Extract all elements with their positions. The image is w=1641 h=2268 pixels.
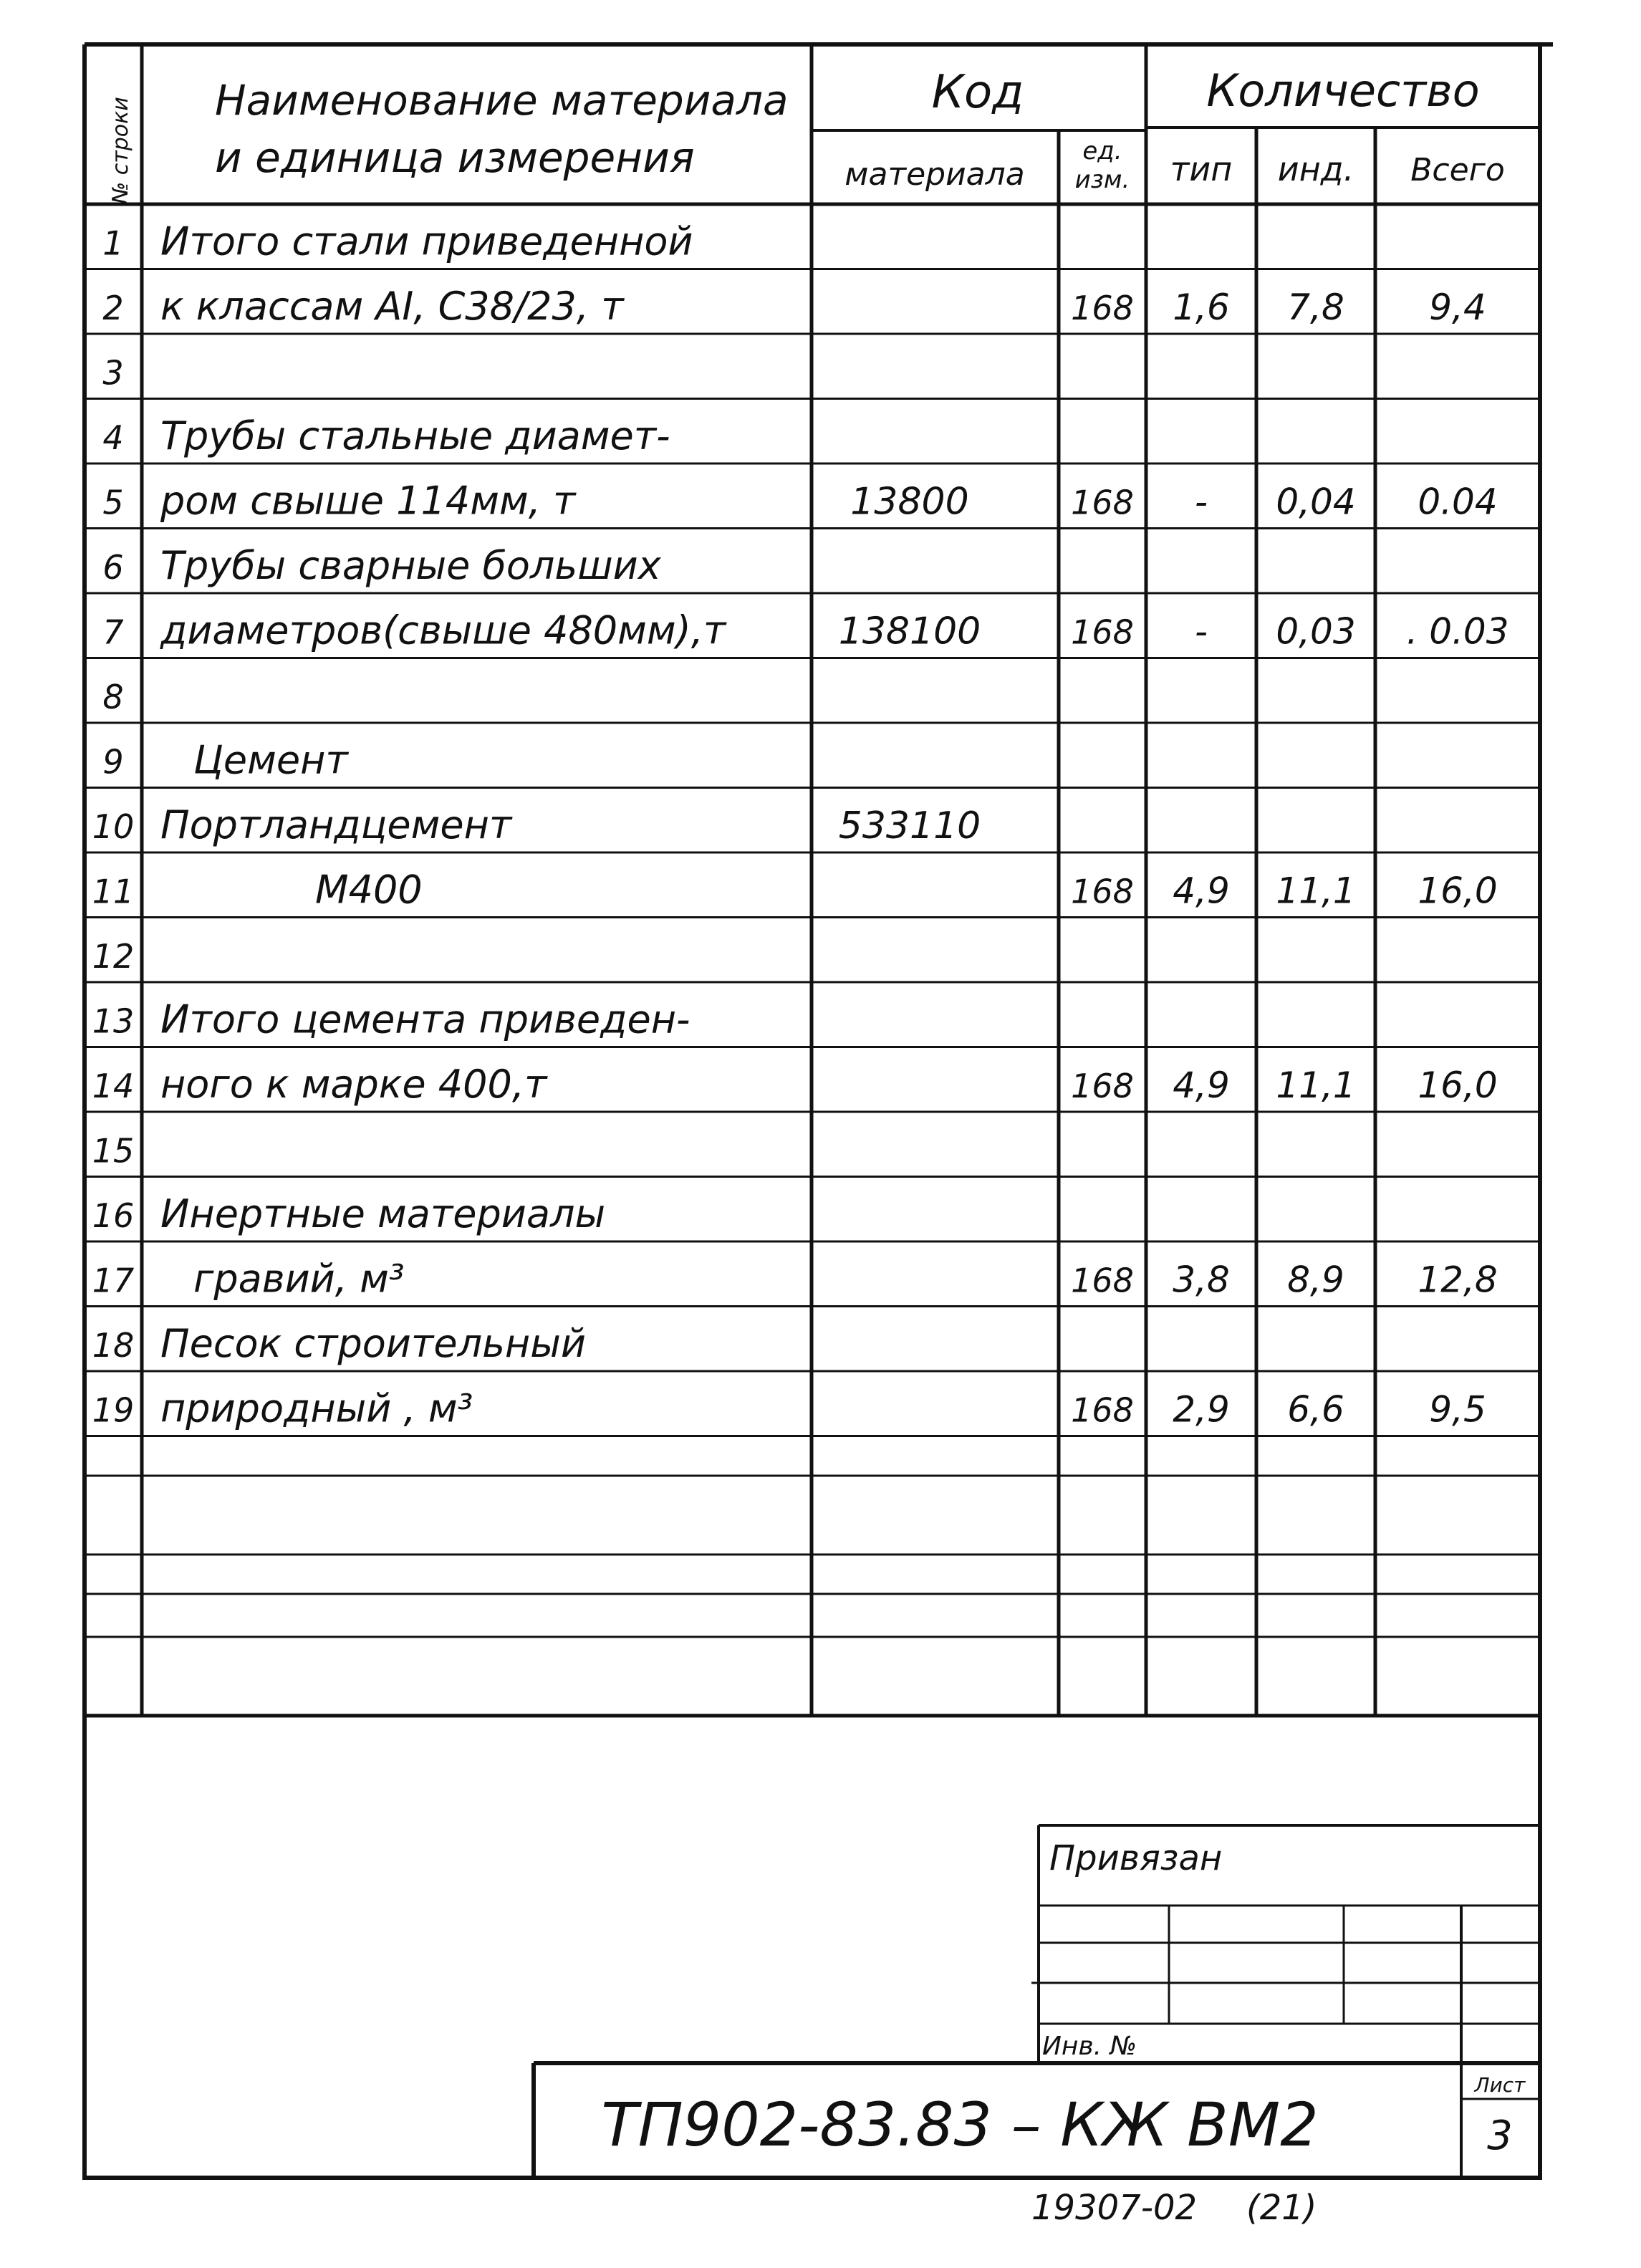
cell-total: 16,0 xyxy=(1418,870,1498,912)
cell-row-number: 7 xyxy=(102,612,124,652)
cell-row-number: 16 xyxy=(92,1196,135,1235)
cell-row-number: 4 xyxy=(102,418,124,457)
cell-row-number: 19 xyxy=(92,1390,135,1430)
cell-total: 12,8 xyxy=(1418,1259,1498,1301)
header-total: Всего xyxy=(1410,152,1505,188)
cell-tip: 1,6 xyxy=(1173,287,1230,328)
cell-total: 9,5 xyxy=(1429,1388,1486,1431)
cell-tip: 3,8 xyxy=(1173,1259,1230,1301)
header-ind: инд. xyxy=(1277,150,1354,188)
cell-name: ром свыше 114мм, т xyxy=(160,478,576,524)
cell-tip: 2,9 xyxy=(1173,1388,1230,1431)
table-row xyxy=(92,1191,605,1236)
cell-name: Трубы стальные диамет- xyxy=(160,413,670,458)
cell-name: Инертные материалы xyxy=(160,1191,606,1236)
cell-row-number: 11 xyxy=(92,872,135,911)
table-row xyxy=(102,354,123,393)
stamp-privyazan: Привязан xyxy=(1049,1838,1223,1878)
cell-unit: 168 xyxy=(1071,612,1134,652)
cell-unit: 168 xyxy=(1071,1390,1134,1430)
header-code: Код xyxy=(931,66,1024,119)
cell-name: Итого цемента приведен- xyxy=(160,996,690,1042)
cell-tip: 4,9 xyxy=(1173,1065,1230,1106)
cell-row-number: 13 xyxy=(92,1001,135,1041)
cell-name: Портландцемент xyxy=(160,802,512,847)
table-row xyxy=(102,543,661,588)
table-header xyxy=(108,64,1505,206)
cell-ind: 8,9 xyxy=(1287,1259,1344,1301)
header-name-line2: и единица измерения xyxy=(215,133,695,182)
header-unit-line1: ед. xyxy=(1082,137,1122,165)
title-block xyxy=(534,1825,1540,2178)
table-row xyxy=(92,868,1498,913)
stamp-doc-code: ТП902-83.83 – КЖ ВМ2 xyxy=(601,2090,1319,2160)
cell-name: гравий, м³ xyxy=(193,1256,405,1302)
cell-ind: 11,1 xyxy=(1276,870,1356,912)
cell-unit: 168 xyxy=(1071,483,1134,522)
cell-name: к классам AI, C38/23, т xyxy=(160,284,624,329)
header-tip: тип xyxy=(1170,150,1233,188)
table-row xyxy=(92,1386,1486,1431)
table-row xyxy=(92,1132,135,1171)
table-row xyxy=(92,802,981,847)
stamp-inv-no: Инв. № xyxy=(1042,2032,1137,2061)
cell-row-number: 14 xyxy=(92,1067,135,1105)
header-row-number: № строки xyxy=(108,97,133,204)
table-row xyxy=(92,1321,586,1366)
cell-row-number: 6 xyxy=(102,548,124,587)
archive-no: 19307-02 xyxy=(1031,2188,1198,2228)
cell-unit: 168 xyxy=(1071,1067,1134,1105)
table-row xyxy=(92,1062,1498,1107)
cell-ind: 0,04 xyxy=(1276,481,1356,523)
cell-row-number: 9 xyxy=(102,742,124,782)
cell-code: 13800 xyxy=(850,480,969,524)
header-name-line1: Наименование материала xyxy=(215,76,789,125)
cell-code: 138100 xyxy=(838,610,981,653)
table-row xyxy=(102,284,1486,329)
cell-row-number: 8 xyxy=(102,678,124,716)
cell-row-number: 15 xyxy=(92,1131,135,1171)
header-quantity: Количество xyxy=(1206,64,1480,117)
cell-total: 16,0 xyxy=(1418,1065,1498,1106)
cell-row-number: 10 xyxy=(92,807,135,846)
cell-name: диаметров(свыше 480мм),т xyxy=(160,607,726,653)
cell-tip: - xyxy=(1194,481,1208,523)
table-row xyxy=(102,738,349,783)
cell-tip: - xyxy=(1194,610,1208,653)
table-row xyxy=(102,479,1497,524)
stamp-sheet-label: Лист xyxy=(1474,2073,1526,2097)
cell-ind: 11,1 xyxy=(1276,1065,1356,1106)
cell-row-number: 17 xyxy=(92,1261,135,1300)
header-material: материала xyxy=(844,156,1025,193)
stamp-sheet-number: 3 xyxy=(1487,2113,1513,2159)
cell-row-number: 2 xyxy=(102,289,124,327)
cell-row-number: 18 xyxy=(92,1326,135,1365)
cell-name: природный , м³ xyxy=(160,1385,473,1431)
cell-ind: 7,8 xyxy=(1287,287,1344,328)
cell-row-number: 3 xyxy=(102,353,124,393)
table-row xyxy=(102,608,1508,653)
cell-name: ного к марке 400,т xyxy=(160,1062,547,1107)
table-row xyxy=(102,219,693,264)
cell-ind: 0,03 xyxy=(1276,610,1356,653)
table-body xyxy=(92,219,1509,1431)
cell-unit: 168 xyxy=(1071,1261,1134,1300)
table-row xyxy=(102,413,670,458)
archive-number xyxy=(1031,2188,1317,2228)
cell-unit: 168 xyxy=(1071,289,1134,327)
cell-name: Цемент xyxy=(193,737,348,783)
header-unit-line2: изм. xyxy=(1074,165,1130,194)
cell-total: . 0.03 xyxy=(1406,610,1509,653)
cell-row-number: 1 xyxy=(102,224,124,263)
cell-total: 9,4 xyxy=(1429,287,1486,328)
cell-name: Песок строительный xyxy=(160,1321,586,1366)
cell-total: 0.04 xyxy=(1418,481,1498,523)
cell-row-number: 12 xyxy=(92,937,135,976)
table-row xyxy=(92,937,135,976)
cell-tip: 4,9 xyxy=(1173,870,1230,912)
cell-name: Трубы сварные больших xyxy=(160,543,661,588)
cell-name: М400 xyxy=(315,867,423,913)
table-row xyxy=(102,678,123,716)
cell-ind: 6,6 xyxy=(1287,1388,1344,1431)
cell-code: 533110 xyxy=(838,804,981,847)
cell-unit: 168 xyxy=(1071,872,1134,911)
cell-row-number: 5 xyxy=(102,483,124,522)
cell-name: Итого стали приведенной xyxy=(160,218,693,264)
table-row xyxy=(92,1256,1498,1302)
archive-sub: (21) xyxy=(1246,2188,1317,2228)
table-row xyxy=(92,997,690,1042)
